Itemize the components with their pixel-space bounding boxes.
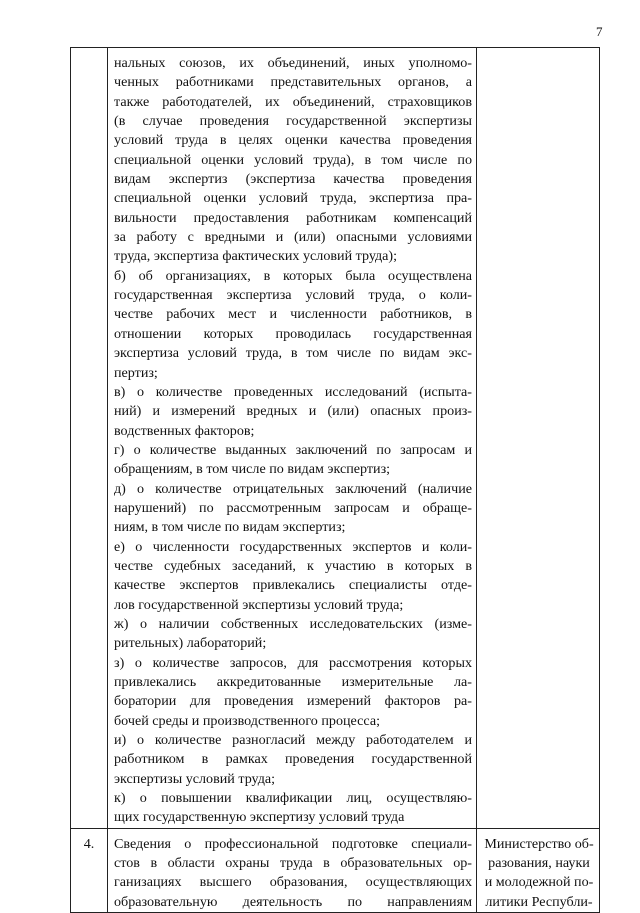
text-line: экспертизы условий труда;	[114, 770, 276, 787]
text-line: нальных союзов, их объединений, иных уполномо-	[114, 55, 472, 71]
text-line: труда, экспертиза фактических условий труда);	[114, 248, 398, 265]
text-line: д) о количестве отрицательных заключений (наличие	[114, 480, 472, 497]
text-line: стов в области охраны труда в образовательных ор-	[114, 855, 472, 872]
content-text	[114, 835, 472, 912]
text-line: щих государственную экспертизу условий труда	[114, 809, 405, 826]
text-line: ж) о наличии собственных исследовательских (изме-	[114, 615, 472, 632]
text-line: Министерство об-	[484, 835, 594, 852]
text-line: ний) и измерений вредных и (или) опасных произ-	[114, 403, 472, 420]
content-cell	[108, 828, 477, 912]
text-line: видам экспертиз (экспертиза качества проведения	[114, 171, 472, 188]
table-row	[71, 828, 600, 912]
text-line: и молодежной по-	[484, 874, 594, 891]
row-number	[71, 48, 107, 54]
page-number: 7	[596, 24, 603, 39]
text-line: водственных факторов;	[114, 422, 255, 439]
text-line: образовательную деятельность по направлениям	[114, 893, 472, 910]
text-line: честве судебных заседаний, к участию в которых в	[114, 557, 472, 574]
text-line: Сведения о профессиональной подготовке специали-	[114, 835, 472, 852]
text-line: разования, науки	[488, 855, 590, 872]
text-line: честве рабочих мест и численности работников, в	[114, 306, 472, 323]
text-line: к) о повышении квалификации лиц, осуществляю-	[114, 790, 472, 807]
text-line: привлекались аккредитованные измерительные ла-	[114, 674, 472, 690]
text-line: (в случае проведения государственной экспертизы	[114, 113, 472, 130]
text-line: б) об организациях, в которых была осуществлена	[114, 267, 472, 284]
text-line: нарушений) по рассмотренным запросам и обраще-	[114, 499, 472, 516]
text-line: ченных работниками представительных органов, а	[114, 74, 472, 91]
text-line: и) о количестве разногласий между работодателем и	[114, 732, 472, 749]
text-line: качестве экспертов привлекались специалисты отде-	[114, 577, 472, 594]
text-line: бочей среды и производственного процесса;	[114, 712, 380, 729]
text-line: рительных) лабораторий;	[114, 635, 267, 652]
text-line: государственная экспертиза условий труда, о коли-	[114, 287, 472, 304]
report-table	[70, 47, 600, 913]
responsible-text	[483, 835, 595, 912]
text-line: специальной оценки условий труда), в том числе по	[114, 151, 472, 168]
text-line: ганизациях высшего образования, осуществляющих	[114, 874, 472, 891]
text-line: также работодателей, их объединений, страховщиков	[114, 93, 472, 110]
text-line: е) о численности государственных экспертов и коли-	[114, 538, 472, 555]
text-line: работником в рамках проведения государственной	[114, 751, 472, 768]
text-line: экспертиза условий труда, в том числе по видам экс-	[114, 345, 472, 362]
text-line: вильности предоставления работникам компенсаций	[114, 209, 472, 226]
row-number-cell	[71, 828, 108, 912]
text-line: з) о количестве запросов, для рассмотрения которых	[114, 654, 472, 671]
text-line: г) о количестве выданных заключений по запросам и	[114, 441, 472, 458]
row-number: 4.	[83, 835, 95, 852]
row-number-cell	[71, 48, 108, 829]
text-line: в) о количестве проведенных исследований (испыта-	[114, 383, 472, 400]
text-line: литики Республи-	[485, 893, 593, 910]
text-line: специальной оценки условий труда, экспертиза пра-	[114, 190, 472, 207]
text-line: пертиз;	[114, 364, 158, 381]
text-line: боратории для проведения измерений факторов ра-	[114, 693, 472, 710]
content-text	[114, 54, 472, 828]
responsible-cell	[477, 828, 600, 912]
text-line: лов государственной экспертизы условий труда;	[114, 596, 404, 613]
table-row	[71, 48, 600, 829]
text-line: условий труда в целях оценки качества проведения	[114, 132, 472, 149]
text-line: за работу с вредными и (или) опасными условиями	[114, 229, 472, 246]
responsible-cell	[477, 48, 600, 829]
text-line: отношении которых проводилась государственная	[114, 325, 472, 342]
content-cell	[108, 48, 477, 829]
text-line: обращениям, в том числе по видам экспертиз;	[114, 461, 391, 478]
text-line: ниям, в том числе по видам экспертиз;	[114, 519, 346, 536]
